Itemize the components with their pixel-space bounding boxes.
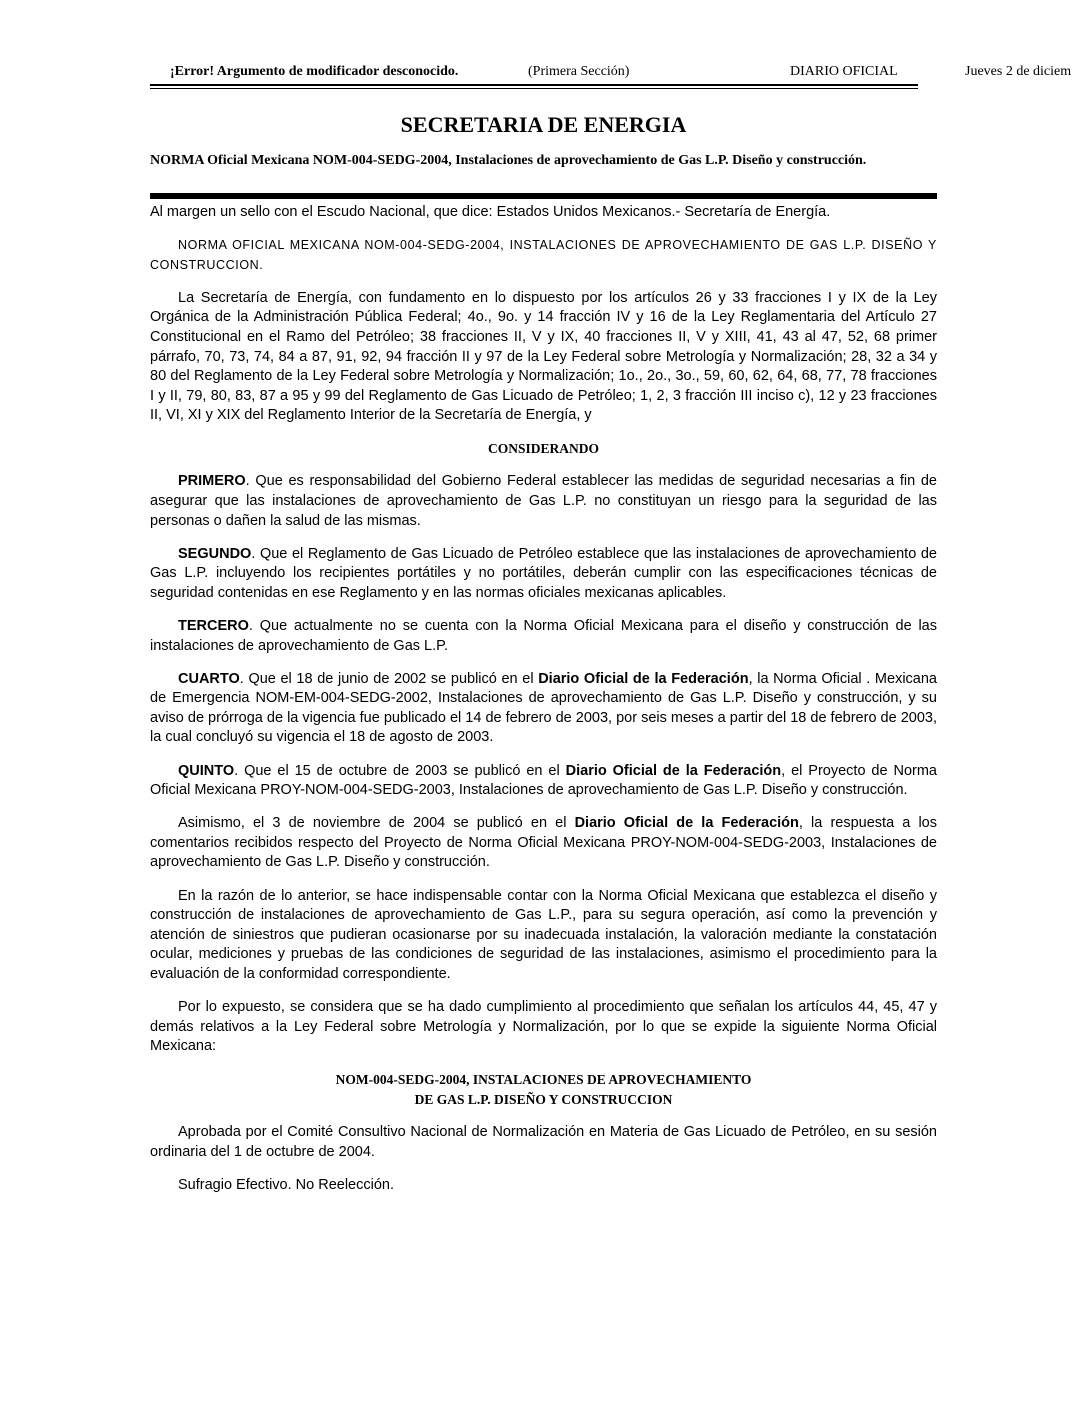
- bold-text: PRIMERO: [178, 473, 246, 490]
- paragraph: [150, 472, 937, 531]
- paragraph: [150, 762, 937, 801]
- page-title: SECRETARIA DE ENERGIA: [400, 112, 687, 137]
- paragraph-text: , el Proyecto de Norma Oficial Mexicana PROY-NOM-004-SEDG-2003, Instalaciones de aprovechamiento de Gas L.P. Diseño y construcción.: [150, 762, 937, 799]
- header-error-text: ¡Error! Argumento de modificador desconocido.: [170, 64, 459, 79]
- header-publication: DIARIO OFICIAL: [790, 64, 898, 79]
- paragraph: [150, 236, 937, 275]
- bold-text: QUINTO: [178, 762, 235, 779]
- heading-line: CONSIDERANDO: [487, 441, 599, 457]
- paragraph: [150, 998, 937, 1057]
- paragraph-text: . Que el Reglamento de Gas Licuado de Petróleo establece que las instalaciones de aprovechamiento de Gas L.P. incluyendo los recipientes portátiles y no portátiles, deberán cumplir con las especificaciones técnicas de seguridad contenidas en ese Reglamento y en las normas oficiales mexicanas aplicables.: [150, 545, 937, 601]
- paragraph-text: Asimismo, el 3 de noviembre de 2004 se publicó en el: [178, 815, 575, 832]
- paragraph-text: . Que el 15 de octubre de 2003 se publicó en el: [234, 762, 566, 779]
- paragraph: [150, 1123, 937, 1162]
- heading-line: DE GAS L.P. DISEÑO Y CONSTRUCCION: [414, 1092, 673, 1108]
- paragraph-text: . Que el 18 de junio de 2002 se publicó en el: [239, 670, 539, 687]
- section-heading: [150, 439, 937, 459]
- paragraph: [150, 1176, 937, 1196]
- bold-text: TERCERO: [178, 618, 249, 634]
- header-double-rule: [150, 84, 918, 89]
- header-section: (Primera Sección): [528, 64, 630, 79]
- paragraph: [150, 545, 937, 604]
- bold-text: SEGUNDO: [178, 545, 252, 562]
- paragraph-text: . Que actualmente no se cuenta con la Norma Oficial Mexicana para el diseño y construcción de las instalaciones de aprovechamiento de Gas L.P.: [150, 618, 937, 654]
- paragraph-text: Aprobada por el Comité Consultivo Nacional de Normalización en Materia de Gas Licuado de Petróleo, en su sesión ordinaria del 1 de octubre de 2004.: [150, 1124, 937, 1160]
- paragraph-text: La Secretaría de Energía, con fundamento en lo dispuesto por los artículos 26 y 33 fracciones I y IX de la Ley Orgánica de la Administración Pública Federal; 4o., 9o. y 14 fracción IV y 16 de la Ley Reglamentaria del Artículo 27 Constitucional en el Ramo del Petróleo; 38 fracciones II, V y IX, 40 fracciones II, V y XIII, 41, 43 al 47, 52, 68 primer párrafo, 70, 73, 74, 84 a 87, 91, 92, 94 fracción II y 97 de la Ley Federal sobre Metrología y Normalización; 28, 32 a 34 y 80 del Reglamento de la Ley Federal sobre Metrología y Normalización; 1o., 2o., 3o., 59, 60, 62, 64, 68, 77, 78 fracciones I y II, 79, 80, 83, 87 a 95 y 99 del Reglamento de Gas Licuado de Petróleo; 1, 2, 3 fracción III inciso c), 12 y 23 fracciones II, VI, XI y XIX del Reglamento Interior de la Secretaría de Energía, y: [150, 289, 937, 424]
- paragraph-text: NORMA OFICIAL MEXICANA NOM-004-SEDG-2004, INSTALACIONES DE APROVECHAMIENTO DE GAS L.P. DISEÑO Y CONSTRUCCION.: [150, 238, 937, 272]
- bold-text: Diario Oficial de la Federación: [565, 762, 782, 779]
- paragraph: [150, 289, 937, 426]
- paragraph: [150, 203, 937, 223]
- paragraph: [150, 887, 937, 985]
- paragraph-text: En la razón de lo anterior, se hace indispensable contar con la Norma Oficial Mexicana que establezca el diseño y construcción de instalaciones de aprovechamiento de Gas L.P., para su segura operación, así como la prevención y atención de siniestros que pudieran ocasionarse por su inadecuada instalación, la valoración mediante la constatación ocular, mediciones y pruebas de las condiciones de seguridad de las instalaciones, asimismo el procedimiento para la evaluación de la conformidad correspondiente.: [150, 887, 937, 982]
- bold-text: Diario Oficial de la Federación: [538, 670, 749, 687]
- paragraph: [150, 814, 937, 873]
- paragraph-text: , la respuesta a los comentarios recibidos respecto del Proyecto de Norma Oficial Mexicana PROY-NOM-004-SEDG-2003, Instalaciones de aprovechamiento de Gas L.P. Diseño y construcción.: [150, 815, 937, 871]
- paragraph-text: Sufragio Efectivo. No Reelección.: [178, 1176, 394, 1193]
- bold-text: Diario Oficial de la Federación: [574, 815, 799, 832]
- paragraph: [150, 617, 937, 656]
- header-date: Jueves 2 de diciem: [965, 64, 1072, 79]
- paragraph-text: Al margen un sello con el Escudo Nacional, que dice: Estados Unidos Mexicanos.- Secretaría de Energía.: [150, 204, 831, 220]
- document-body: [150, 203, 937, 1209]
- document-subtitle: NORMA Oficial Mexicana NOM-004-SEDG-2004, Instalaciones de aprovechamiento de Gas L.P. Diseño y construcción.: [150, 153, 867, 168]
- heading-line: NOM-004-SEDG-2004, INSTALACIONES DE APROVECHAMIENTO: [335, 1072, 752, 1088]
- paragraph-text: . Que es responsabilidad del Gobierno Federal establecer las medidas de seguridad necesarias a fin de asegurar que las instalaciones de aprovechamiento de Gas L.P. no constituyan un riesgo para la seguridad de las personas o dañen la salud de las mismas.: [150, 473, 937, 529]
- section-heading: [150, 1070, 937, 1110]
- bold-text: CUARTO: [178, 670, 240, 687]
- paragraph-text: , la Norma Oficial . Mexicana de Emergencia NOM-EM-004-SEDG-2002, Instalaciones de aprovechamiento de Gas L.P. Diseño y construcción, y su aviso de prórroga de la vigencia fue publicado el 14 de febrero de 2003, por seis meses a partir del 18 de febrero de 2003, la cual concluyó su vigencia el 18 de agosto de 2003.: [150, 670, 937, 746]
- thick-divider: [150, 193, 937, 199]
- paragraph-text: Por lo expuesto, se considera que se ha dado cumplimiento al procedimiento que señalan los artículos 44, 45, 47 y demás relativos a la Ley Federal sobre Metrología y Normalización, por lo que se expide la siguiente Norma Oficial Mexicana:: [150, 999, 937, 1055]
- paragraph: [150, 670, 937, 748]
